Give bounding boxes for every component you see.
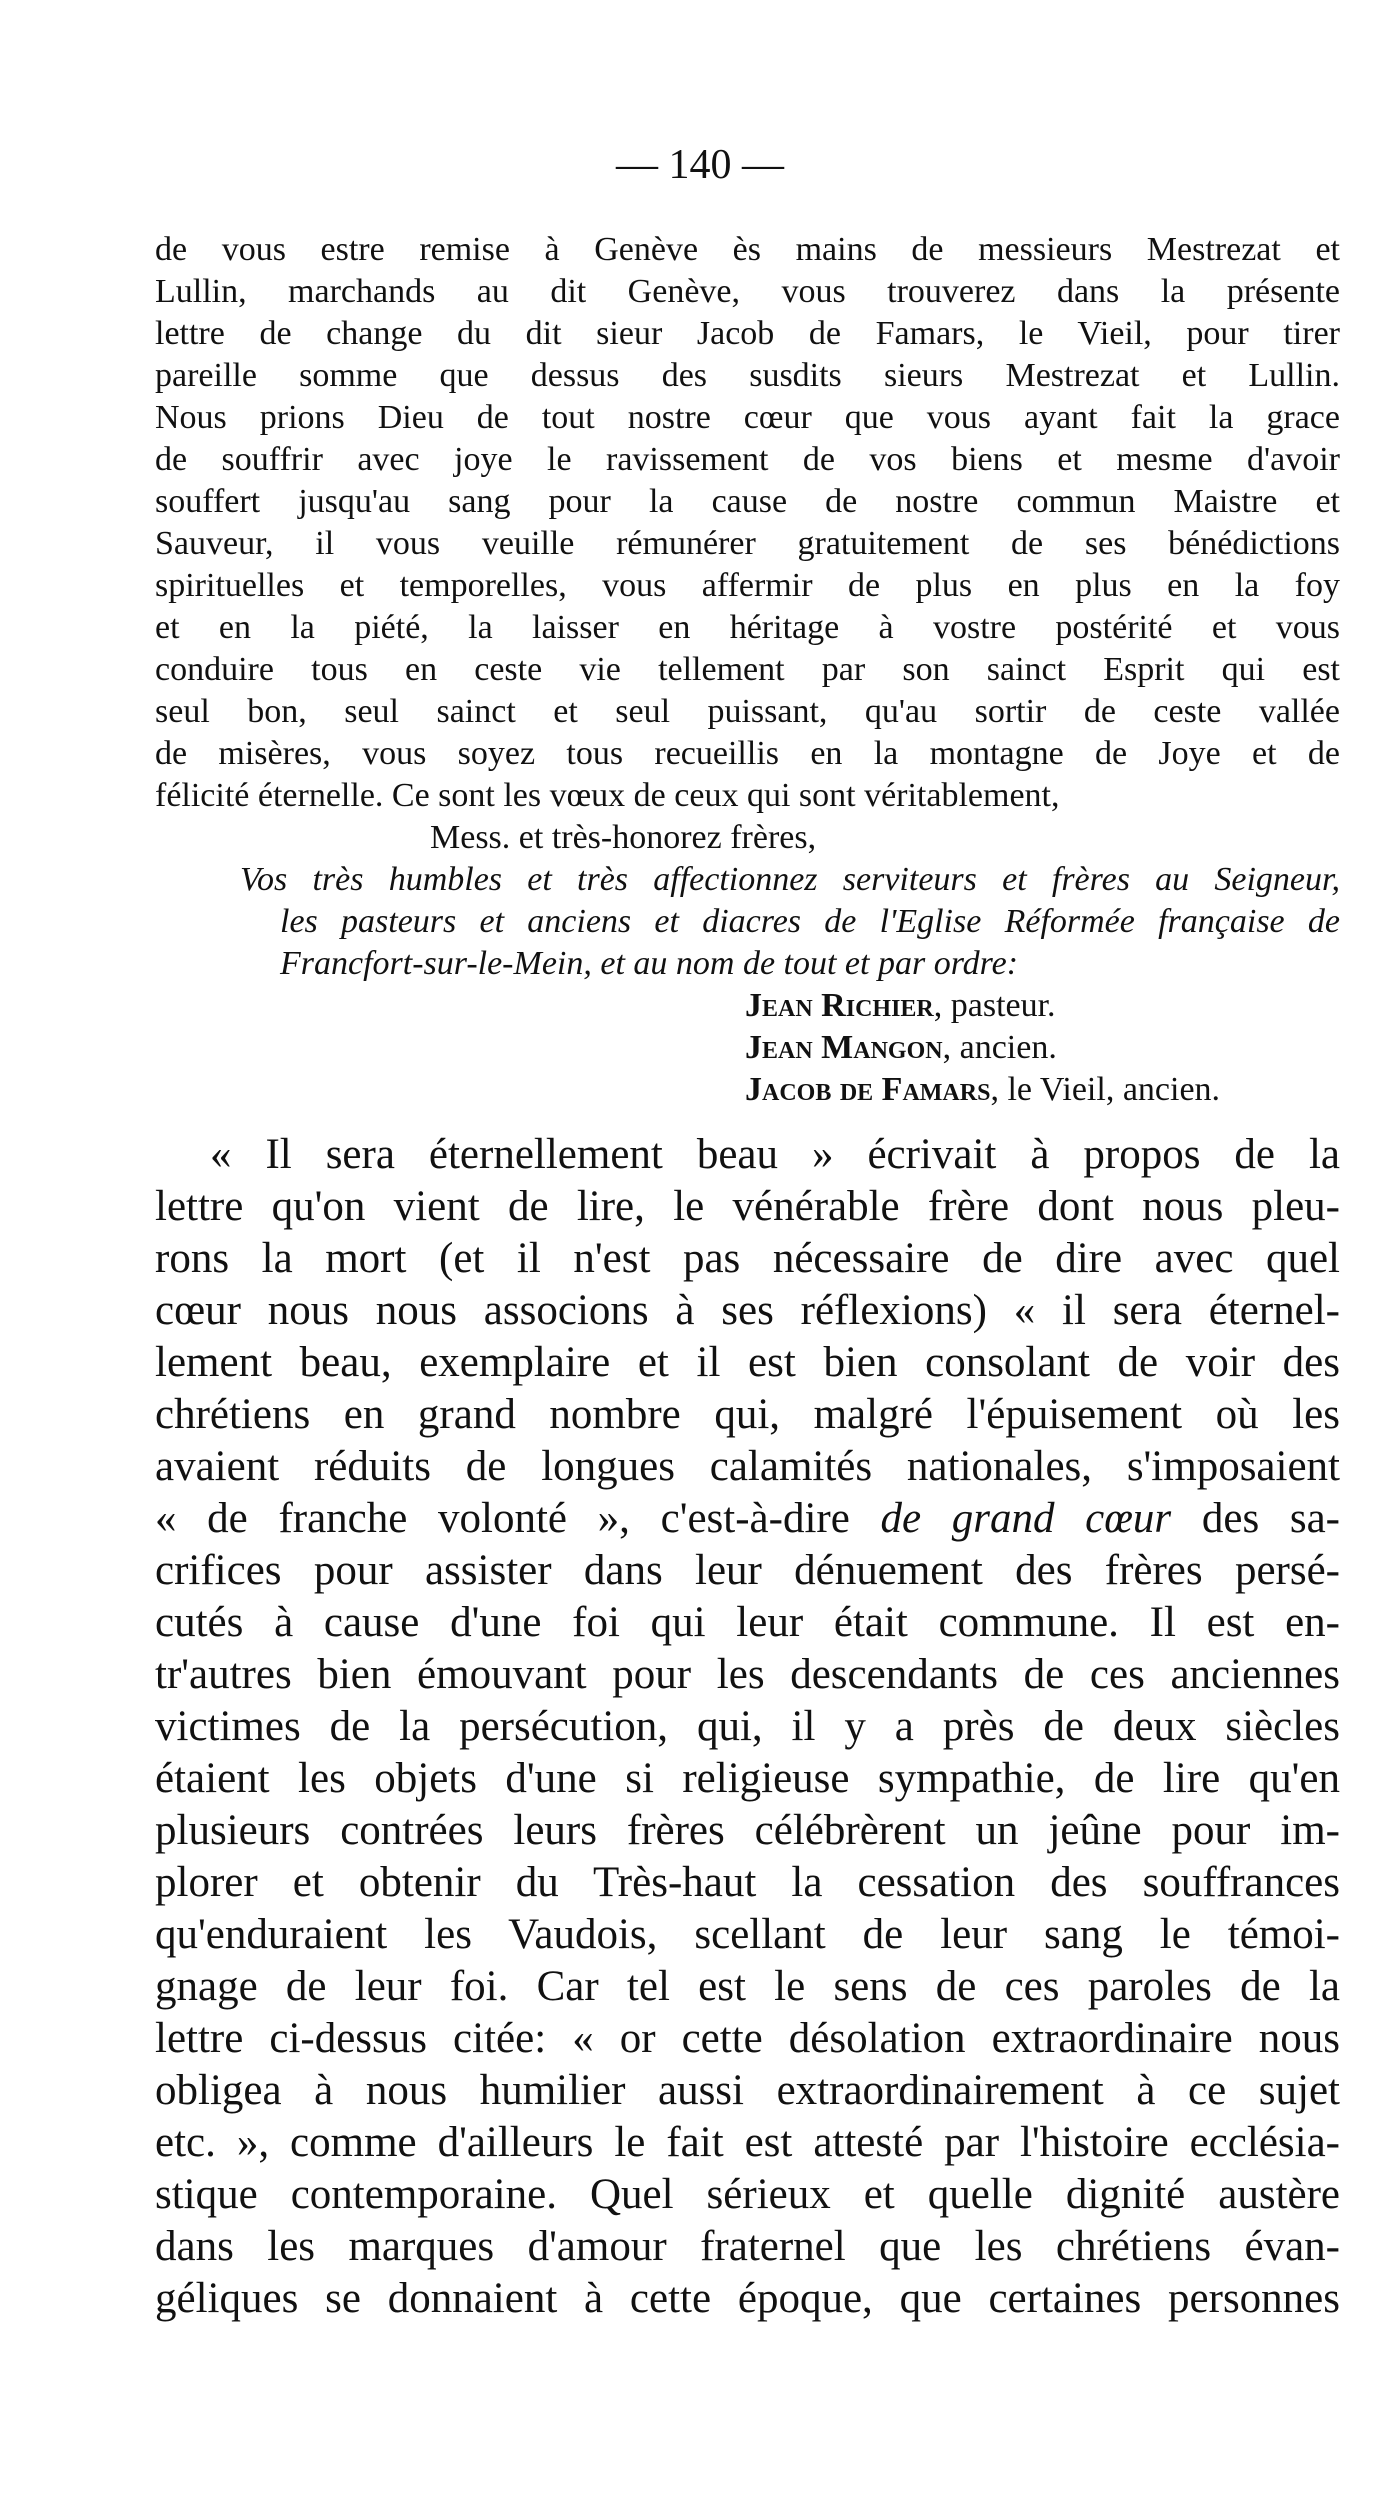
letter-line: lettre de change du dit sieur Jacob de Famars, le Vieil, pour tirer <box>155 315 1340 352</box>
signature-role: , pasteur. <box>933 987 1056 1024</box>
letter-closing-line: les pasteurs et anciens et diacres de l'Eglise Réformée française de <box>280 903 1340 940</box>
body-line: dans les marques d'amour fraternel que les chrétiens évan- <box>155 2223 1340 2270</box>
signature-role: , le Vieil, ancien. <box>990 1071 1221 1108</box>
letter-salutation: Mess. et très-honorez frères, <box>430 819 817 856</box>
body-line: crifices pour assister dans leur dénuement des frères persé- <box>155 1547 1340 1594</box>
body-text: des sa- <box>1171 1495 1340 1542</box>
body-line: gnage de leur foi. Car tel est le sens de ces paroles de la <box>155 1963 1340 2010</box>
body-line: rons la mort (et il n'est pas nécessaire de dire avec quel <box>155 1235 1340 1282</box>
body-text: « de franche volonté », c'est-à-dire <box>155 1495 850 1542</box>
letter-line: souffert jusqu'au sang pour la cause de nostre commun Maistre et <box>155 483 1340 520</box>
signature-role: , ancien. <box>942 1029 1057 1066</box>
signature-name: Jean Richier <box>745 987 934 1024</box>
body-line: chrétiens en grand nombre qui, malgré l'épuisement où les <box>155 1391 1340 1438</box>
letter-line: seul bon, seul sainct et seul puissant, qu'au sortir de ceste vallée <box>155 693 1340 730</box>
signature-name: Jacob de Famars <box>745 1071 991 1108</box>
letter-closing-line: Vos très humbles et très affectionnez serviteurs et frères au Seigneur, <box>240 861 1340 898</box>
italic-emphasis: de grand cœur <box>880 1495 1172 1542</box>
body-line: cutés à cause d'une foi qui leur était commune. Il est en- <box>155 1599 1340 1646</box>
signature-mangon <box>745 1028 1057 1068</box>
letter-line: Sauveur, il vous veuille rémunérer gratuitement de ses bénédictions <box>155 525 1340 562</box>
letter-line: de vous estre remise à Genève ès mains de messieurs Mestrezat et <box>155 231 1340 268</box>
signature-name: Jean Mangon <box>745 1029 943 1066</box>
letter-line: Lullin, marchands au dit Genève, vous trouverez dans la présente <box>155 273 1340 310</box>
body-line: victimes de la persécution, qui, il y a près de deux siècles <box>155 1703 1340 1750</box>
body-line-with-emphasis <box>155 1494 1340 1544</box>
letter-line: pareille somme que dessus des susdits sieurs Mestrezat et Lullin. <box>155 357 1340 394</box>
body-line: lettre ci-dessus citée: « or cette désolation extraordinaire nous <box>155 2015 1340 2062</box>
body-line: qu'enduraient les Vaudois, scellant de leur sang le témoi- <box>155 1911 1340 1958</box>
body-line: étaient les objets d'une si religieuse sympathie, de lire qu'en <box>155 1755 1340 1802</box>
body-line: lement beau, exemplaire et il est bien consolant de voir des <box>155 1339 1340 1386</box>
letter-line: Nous prions Dieu de tout nostre cœur que vous ayant fait la grace <box>155 399 1340 436</box>
body-line: obligea à nous humilier aussi extraordinairement à ce sujet <box>155 2067 1340 2114</box>
body-line: plusieurs contrées leurs frères célébrèrent un jeûne pour im- <box>155 1807 1340 1854</box>
body-line: « Il sera éternellement beau » écrivait à propos de la <box>210 1131 1340 1178</box>
body-line: cœur nous nous associons à ses réflexions) « il sera éternel- <box>155 1287 1340 1334</box>
page-number: — 140 — <box>616 142 784 188</box>
body-line: avaient réduits de longues calamités nationales, s'imposaient <box>155 1443 1340 1490</box>
body-line: géliques se donnaient à cette époque, que certaines personnes <box>155 2275 1340 2322</box>
signature-richier <box>745 986 1056 1026</box>
letter-line: spirituelles et temporelles, vous affermir de plus en plus en la foy <box>155 567 1340 604</box>
body-line: lettre qu'on vient de lire, le vénérable frère dont nous pleu- <box>155 1183 1340 1230</box>
letter-line: de souffrir avec joye le ravissement de vos biens et mesme d'avoir <box>155 441 1340 478</box>
body-line: stique contemporaine. Quel sérieux et quelle dignité austère <box>155 2171 1340 2218</box>
body-line: etc. », comme d'ailleurs le fait est attesté par l'histoire ecclésia- <box>155 2119 1340 2166</box>
letter-closing-line: Francfort-sur-le-Mein, et au nom de tout et par ordre: <box>280 945 1019 982</box>
letter-line: félicité éternelle. Ce sont les vœux de ceux qui sont véritablement, <box>155 777 1060 814</box>
letter-line: conduire tous en ceste vie tellement par son sainct Esprit qui est <box>155 651 1340 688</box>
letter-line: et en la piété, la laisser en héritage à vostre postérité et vous <box>155 609 1340 646</box>
body-line: tr'autres bien émouvant pour les descendants de ces anciennes <box>155 1651 1340 1698</box>
letter-line: de misères, vous soyez tous recueillis en la montagne de Joye et de <box>155 735 1340 772</box>
signature-famars <box>745 1070 1220 1110</box>
body-line: plorer et obtenir du Très-haut la cessation des souffrances <box>155 1859 1340 1906</box>
